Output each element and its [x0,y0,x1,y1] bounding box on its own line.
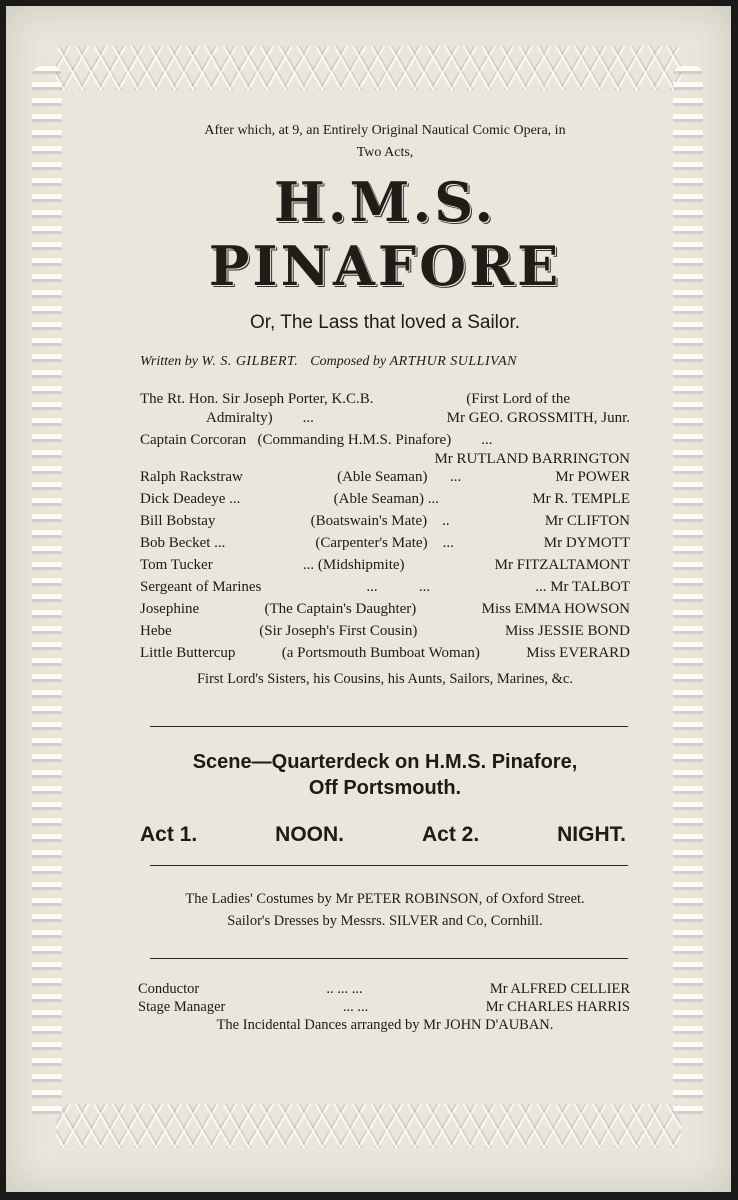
conductor-dots: .. ... ... [326,981,363,997]
divider-rule [150,726,628,727]
intro-line-2: Two Acts, [356,145,414,160]
acts-line [140,823,630,847]
cast-role: Bob Becket ... [140,535,226,551]
embossed-border-right [673,66,703,1122]
opera-title: H.M.S. PINAFORE [208,170,562,298]
composer-name: ARTHUR SULLIVAN [389,354,518,369]
cast-role: Sergeant of Marines [140,579,262,595]
cast-desc: (Able Seaman) ... [333,491,440,507]
stage-manager-name: Mr CHARLES HARRIS [485,999,630,1015]
cast-desc: (The Captain's Daughter) [264,601,417,617]
costumes-line-2: Sailor's Dresses by Messrs. SILVER and Co, Cornhill. [227,913,543,929]
cast-desc: (First Lord of the [466,391,570,407]
cast-role: Tom Tucker [140,557,213,573]
chorus-line: First Lord's Sisters, his Cousins, his Aunts, Sailors, Marines, &c. [196,671,573,687]
cast-role: Ralph Rackstraw [140,469,243,485]
divider-rule [150,865,628,866]
cast-actor: Mr POWER [555,469,630,485]
scene-description [140,749,630,801]
cast-desc: (Sir Joseph's First Cousin) [259,623,418,639]
cast-actor: Mr FITZALTAMONT [494,557,630,573]
cast-desc: (Carpenter's Mate) ... [315,535,454,551]
cast-role: Captain Corcoran [140,432,247,448]
author-name: W. S. GILBERT. [201,354,299,369]
cast-row [140,645,630,667]
cast-row [140,535,630,557]
cast-role: The Rt. Hon. Sir Joseph Porter, K.C.B. [140,391,374,407]
act-1-label: Act 1. [140,823,198,846]
credits-line [140,354,630,370]
cast-row [140,469,630,491]
costumes-line-1: The Ladies' Costumes by Mr PETER ROBINSON, of Oxford Street. [185,891,585,907]
act-2-label: Act 2. [421,823,480,846]
cast-row [140,431,630,469]
cast-actor: Miss EMMA HOWSON [481,601,630,617]
embossed-border-left [32,66,62,1122]
cast-row [140,557,630,579]
cast-dots: ... [481,432,493,448]
cast-actor: Miss EVERARD [526,645,630,661]
cast-list [140,390,630,688]
cast-row [140,601,630,623]
cast-desc-continued: Admiralty) [206,410,273,426]
cast-desc: (Boatswain's Mate) .. [310,513,450,529]
cast-row [140,390,630,428]
cast-actor: Miss JESSIE BOND [504,623,630,639]
cast-actor: ... Mr TALBOT [535,579,630,595]
cast-desc: (Commanding H.M.S. Pinafore) [257,432,452,448]
cast-row [140,623,630,645]
cast-desc: (Able Seaman) ... [337,469,462,485]
opera-subtitle: Or, The Lass that loved a Sailor. [249,312,521,333]
stage-manager-label: Stage Manager [138,999,226,1015]
dances-credit: The Incidental Dances arranged by Mr JOHN D'AUBAN. [216,1017,554,1033]
cast-desc: ... (Midshipmite) [302,557,405,573]
cast-actor: Mr DYMOTT [543,535,630,551]
cast-role: Little Buttercup [140,645,236,661]
cast-role: Josephine [140,601,200,617]
cast-desc: (a Portsmouth Bumboat Woman) [281,645,480,661]
playbill-content [140,120,630,1034]
cast-row [140,491,630,513]
scene-line-1: Scene—Quarterdeck on H.M.S. Pinafore, [192,751,578,773]
intro-text [140,120,630,164]
costume-credits [140,888,630,932]
divider-rule [150,958,628,959]
conductor-name: Mr ALFRED CELLIER [489,981,630,997]
cast-row [140,513,630,535]
embossed-border-top [56,46,681,90]
cast-row [140,579,630,601]
embossed-border-bottom [56,1104,681,1148]
act-2-time: NIGHT. [557,823,626,846]
cast-role: Bill Bobstay [140,513,216,529]
staff-row [138,981,630,999]
cast-desc: ... ... [366,579,431,595]
act-1-time: NOON. [275,823,344,846]
stage-manager-dots: ... ... [342,999,369,1015]
cast-role: Hebe [140,623,172,639]
cast-actor: Mr RUTLAND BARRINGTON [434,451,630,467]
intro-line-1: After which, at 9, an Entirely Original Nautical Comic Opera, in [204,123,566,138]
staff-row [138,999,630,1017]
conductor-label: Conductor [138,981,200,997]
staff-credits [140,981,630,1034]
cast-actor: Mr CLIFTON [544,513,630,529]
cast-dots: ... [302,410,314,426]
cast-actor: Mr GEO. GROSSMITH, Junr. [446,410,630,426]
composed-by-label: Composed by [310,354,387,369]
scene-line-2: Off Portsmouth. [308,777,462,799]
cast-role: Dick Deadeye ... [140,491,241,507]
cast-actor: Mr R. TEMPLE [532,491,630,507]
written-by-label: Written by [140,354,198,369]
